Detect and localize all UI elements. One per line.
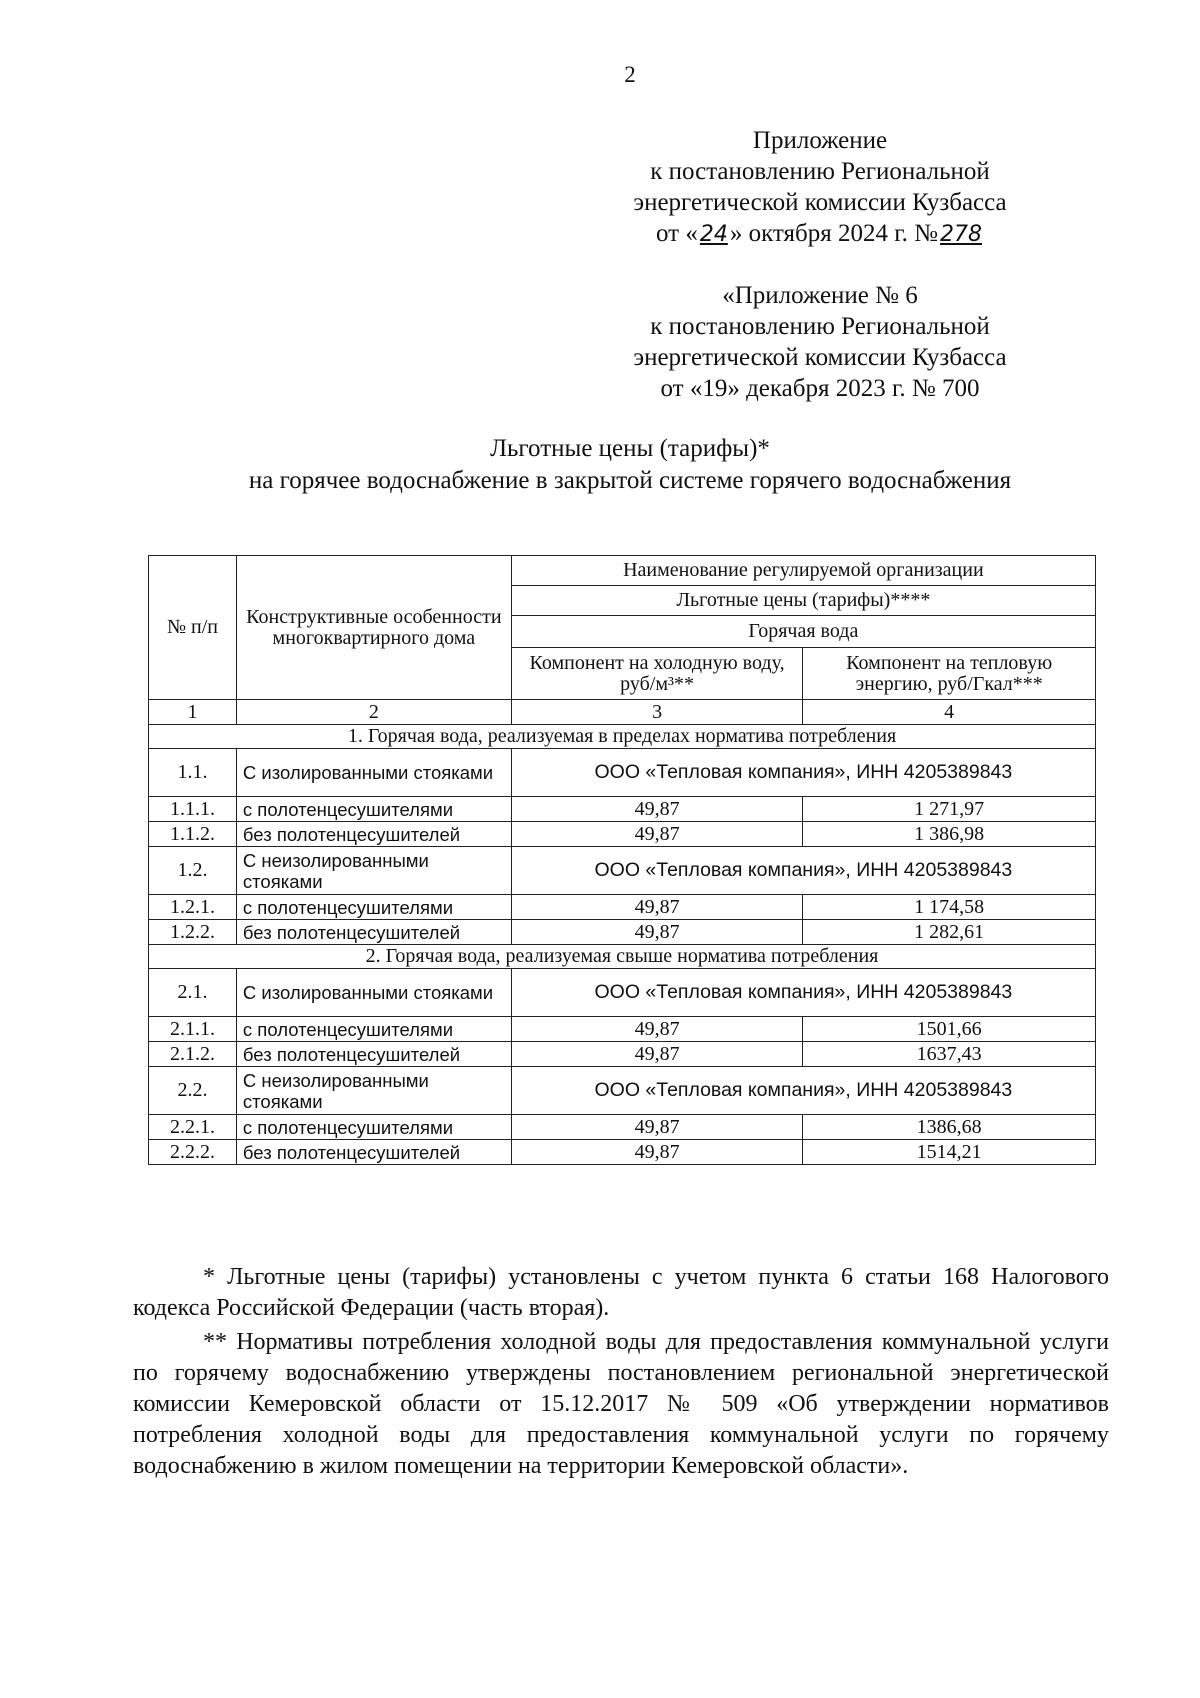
title-line-2: на горячее водоснабжение в закрытой системе горячего водоснабжения xyxy=(248,467,1012,494)
column-number-1: 1 xyxy=(149,700,237,725)
section-row xyxy=(149,945,1096,969)
column-number-3: 3 xyxy=(511,700,803,725)
column-number-4: 4 xyxy=(803,700,1096,725)
group-row xyxy=(149,969,1096,1017)
appendix-date-line xyxy=(560,218,1080,250)
tariffs-table xyxy=(148,555,1096,1165)
appendix6-date-line: от «19» декабря 2023 г. № 700 xyxy=(660,375,980,402)
row-feature: без полотенцесушителей xyxy=(236,920,511,945)
row-number: 1.2.2. xyxy=(149,920,237,945)
heat-energy-price: 1 271,97 xyxy=(803,797,1096,822)
row-feature: с полотенцесушителями xyxy=(236,797,511,822)
appendix-label: Приложение xyxy=(752,127,888,154)
row-number: 1.2.1. xyxy=(149,895,237,920)
cold-water-price: 49,87 xyxy=(511,1115,803,1140)
heat-energy-price: 1501,66 xyxy=(803,1017,1096,1042)
group-feature: С изолированными стояками xyxy=(236,969,511,1017)
heat-energy-price: 1637,43 xyxy=(803,1042,1096,1067)
handwritten-day: 24 xyxy=(699,222,728,247)
cold-water-price: 49,87 xyxy=(511,895,803,920)
document-title xyxy=(0,433,1200,497)
appendix6-label: «Приложение № 6 xyxy=(722,282,918,309)
section-title: 1. Горячая вода, реализуемая в пределах норматива потребления xyxy=(149,725,1096,749)
column-number-2: 2 xyxy=(236,700,511,725)
page-number: 2 xyxy=(624,62,636,87)
row-number: 2.1.2. xyxy=(149,1042,237,1067)
group-number: 2.1. xyxy=(149,969,237,1017)
row-feature: без полотенцесушителей xyxy=(236,1042,511,1067)
heat-energy-price: 1 174,58 xyxy=(803,895,1096,920)
row-feature: с полотенцесушителями xyxy=(236,1115,511,1140)
group-number: 1.2. xyxy=(149,847,237,895)
group-number: 2.2. xyxy=(149,1067,237,1115)
appendix-resolution-line: к постановлению Региональной xyxy=(650,158,990,185)
table-row xyxy=(149,920,1096,945)
header-feature: Конструктивные особенности многоквартирного дома xyxy=(236,556,511,700)
footnote-2: ** Нормативы потребления холодной воды для предоставления коммунальной услуги по горячему водоснабжению утверждены постановлением региональной энергетической комиссии Кемеровской области от 15.12.2017 № 509 «Об утверждении нормативов потребления холодной воды для предоставления коммунальной услуги по горячему водоснабжению в жилом помещении на территории Кемеровской области». xyxy=(133,1329,1109,1479)
appendix-commission-line: энергетической комиссии Кузбасса xyxy=(633,189,1007,216)
footnotes xyxy=(133,1262,1109,1482)
footnote-1: * Льготные цены (тарифы) установлены с учетом пункта 6 статьи 168 Налогового кодекса Российской Федерации (часть вторая). xyxy=(133,1264,1109,1321)
organization-name: ООО «Тепловая компания», ИНН 4205389843 xyxy=(511,749,1095,797)
table-row xyxy=(149,1115,1096,1140)
header-hot-water: Горячая вода xyxy=(511,616,1095,648)
group-row xyxy=(149,1067,1096,1115)
cold-water-price: 49,87 xyxy=(511,920,803,945)
cold-water-price: 49,87 xyxy=(511,797,803,822)
group-number: 1.1. xyxy=(149,749,237,797)
row-number: 2.1.1. xyxy=(149,1017,237,1042)
table-row xyxy=(149,1017,1096,1042)
date-prefix: от « xyxy=(655,220,698,247)
table-row xyxy=(149,1140,1096,1165)
organization-name: ООО «Тепловая компания», ИНН 4205389843 xyxy=(511,1067,1095,1115)
date-middle: » октября 2024 г. № xyxy=(729,220,939,247)
table-row xyxy=(149,1042,1096,1067)
appendix-header xyxy=(560,125,1080,250)
appendix6-resolution-line: к постановлению Региональной xyxy=(650,313,990,340)
row-number: 2.2.1. xyxy=(149,1115,237,1140)
row-feature: без полотенцесушителей xyxy=(236,1140,511,1165)
group-feature: С изолированными стояками xyxy=(236,749,511,797)
group-feature: С неизолированными стояками xyxy=(236,847,511,895)
appendix6-header xyxy=(560,280,1080,404)
row-number: 2.2.2. xyxy=(149,1140,237,1165)
row-feature: с полотенцесушителями xyxy=(236,1017,511,1042)
row-feature: без полотенцесушителей xyxy=(236,822,511,847)
header-heat-component: Компонент на тепловую энергию, руб/Гкал*** xyxy=(803,648,1096,700)
group-feature: С неизолированными стояками xyxy=(236,1067,511,1115)
organization-name: ООО «Тепловая компания», ИНН 4205389843 xyxy=(511,969,1095,1017)
cold-water-price: 49,87 xyxy=(511,1042,803,1067)
row-feature: с полотенцесушителями xyxy=(236,895,511,920)
table-row xyxy=(149,895,1096,920)
title-line-1: Льготные цены (тарифы)* xyxy=(490,435,770,462)
group-row xyxy=(149,847,1096,895)
heat-energy-price: 1386,68 xyxy=(803,1115,1096,1140)
section-row xyxy=(149,725,1096,749)
header-prices: Льготные цены (тарифы)**** xyxy=(511,586,1095,616)
section-title: 2. Горячая вода, реализуемая свыше норматива потребления xyxy=(149,945,1096,969)
cold-water-price: 49,87 xyxy=(511,1017,803,1042)
handwritten-number: 278 xyxy=(940,222,983,247)
heat-energy-price: 1 282,61 xyxy=(803,920,1096,945)
cold-water-price: 49,87 xyxy=(511,1140,803,1165)
organization-name: ООО «Тепловая компания», ИНН 4205389843 xyxy=(511,847,1095,895)
row-number: 1.1.1. xyxy=(149,797,237,822)
appendix6-commission-line: энергетической комиссии Кузбасса xyxy=(633,344,1007,371)
header-org-name: Наименование регулируемой организации xyxy=(511,556,1095,586)
cold-water-price: 49,87 xyxy=(511,822,803,847)
table-row xyxy=(149,822,1096,847)
row-number: 1.1.2. xyxy=(149,822,237,847)
heat-energy-price: 1 386,98 xyxy=(803,822,1096,847)
header-num: № п/п xyxy=(149,556,237,700)
header-cold-component: Компонент на холодную воду, руб/м³** xyxy=(511,648,803,700)
group-row xyxy=(149,749,1096,797)
heat-energy-price: 1514,21 xyxy=(803,1140,1096,1165)
table-row xyxy=(149,797,1096,822)
